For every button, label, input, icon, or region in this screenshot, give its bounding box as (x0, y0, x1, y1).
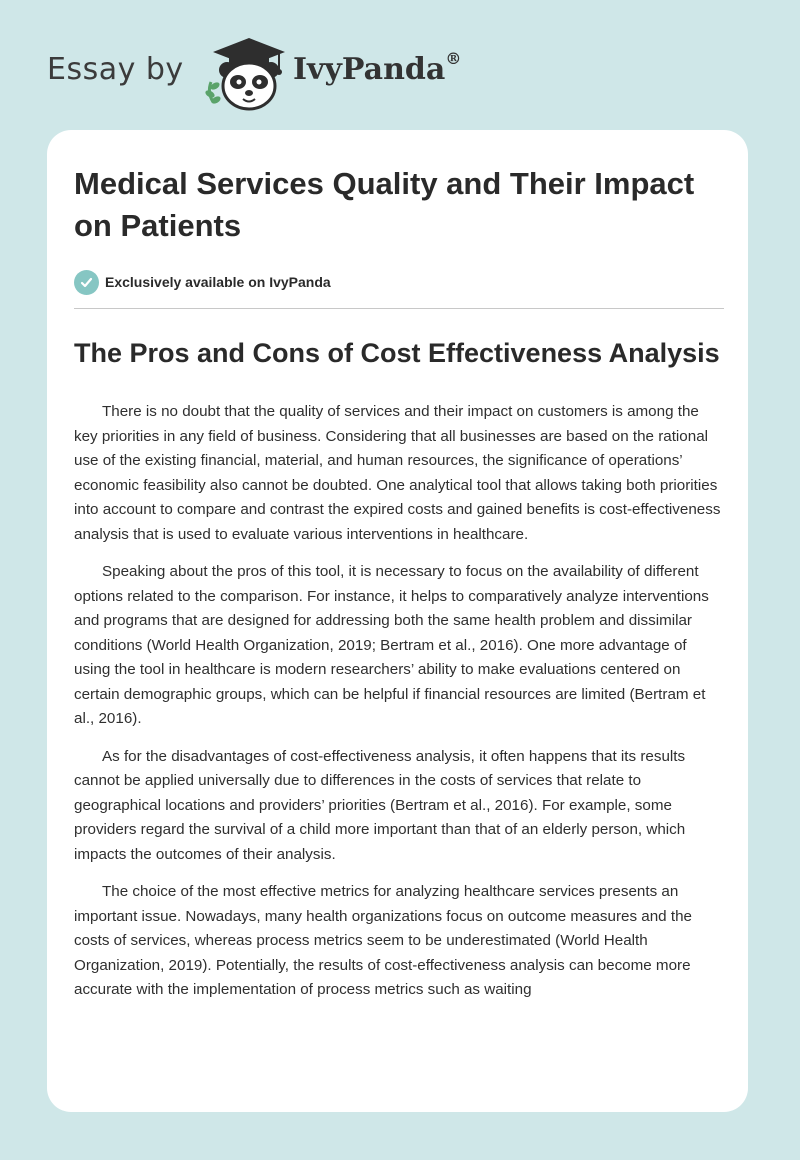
check-circle-icon (74, 270, 99, 295)
essay-body (74, 400, 724, 1003)
paragraph: The choice of the most effective metrics for analyzing healthcare services presents an important issue. Nowadays, many health organizations focus on outcome measures and the costs of services, whereas process metrics seem to be underestimated (World Health Organization, 2019). Potentially, the results of cost-effectiveness analysis can become more accurate with the implementation of process metrics such as waiting (74, 883, 692, 998)
brand-name[interactable]: IvyPanda® (293, 49, 462, 87)
paragraph: Speaking about the pros of this tool, it is necessary to focus on the availability of different options related to the comparison. For instance, it helps to comparatively analyze interventions and programs that are designed for addressing both the same health problem and dissimilar conditions (World Health Organization, 2019; Bertram et al., 2016). One more advantage of using the tool in healthcare is modern researchers’ ability to make evaluations centered on certain demographic groups, which can be helpful if financial resources are limited (Bertram et al., 2016). (74, 563, 709, 727)
registered-mark: ® (445, 49, 462, 68)
exclusive-label: Exclusively available on IvyPanda (105, 274, 331, 290)
site-header (47, 30, 547, 110)
panda-graduate-icon (205, 36, 289, 112)
exclusive-badge (74, 269, 724, 295)
section-title: The Pros and Cons of Cost Effectiveness Analysis (74, 338, 720, 368)
essay-card (47, 130, 748, 1112)
essay-by-label: Essay by (47, 52, 184, 87)
divider (74, 308, 724, 309)
essay-title: Medical Services Quality and Their Impact on Patients (74, 166, 695, 243)
paragraph: There is no doubt that the quality of services and their impact on customers is among the key priorities in any field of business. Considering that all businesses are based on the rational use of the existing financial, material, and human resources, the significance of operations’ economic feasibility also cannot be doubted. One analytical tool that allows taking both priorities into account to compare and contrast the expired costs and gained benefits is cost-effectiveness analysis that is used to evaluate various interventions in healthcare. (74, 403, 721, 543)
paragraph: As for the disadvantages of cost-effectiveness analysis, it often happens that its results cannot be applied universally due to differences in the costs of services that relate to geographical locations and providers’ priorities (Bertram et al., 2016). For example, some providers regard the survival of a child more important than that of an elderly person, which impacts the outcomes of their analysis. (74, 747, 686, 863)
